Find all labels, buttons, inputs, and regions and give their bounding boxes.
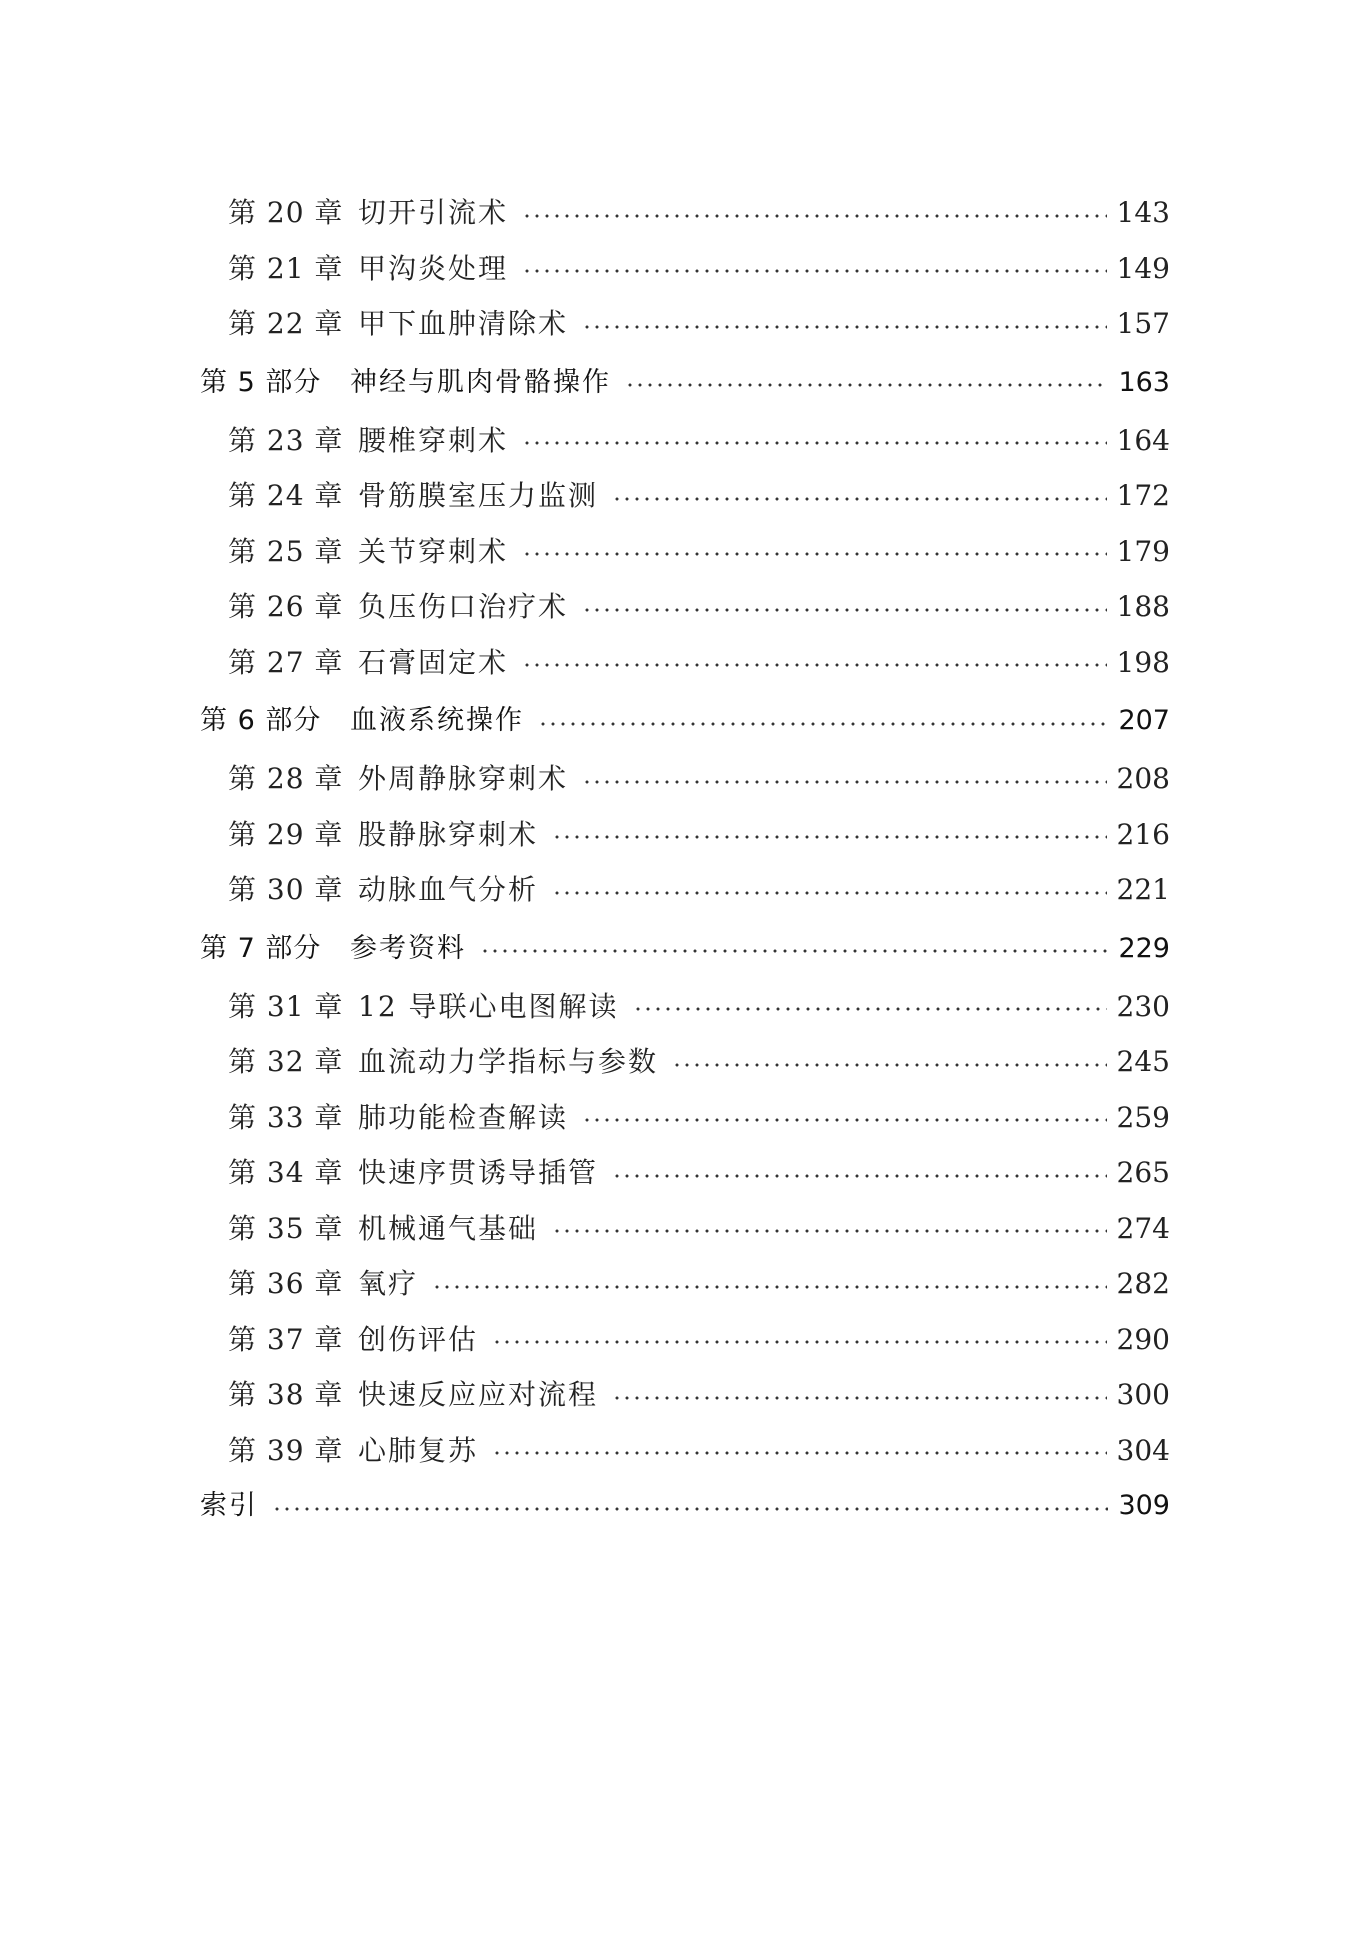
- dot-leader: [522, 214, 1107, 218]
- toc-index-row[interactable]: [200, 1478, 1170, 1534]
- toc-page-number: 157: [1116, 307, 1170, 340]
- dot-leader: [582, 325, 1107, 329]
- toc-entry-title: 氧疗: [358, 1267, 419, 1300]
- toc-entry-title: 12 导联心电图解读: [358, 989, 619, 1023]
- dot-leader: [522, 552, 1107, 556]
- toc-entry-title: 神经与肌肉骨骼操作: [350, 366, 611, 398]
- toc-page-number: 265: [1116, 1156, 1170, 1189]
- toc-page-number: 290: [1116, 1322, 1170, 1356]
- dot-leader: [582, 608, 1107, 612]
- toc-page-number: 179: [1116, 534, 1170, 568]
- toc-entry-number: 第 31 章: [228, 989, 344, 1023]
- toc-page-number: 282: [1116, 1267, 1170, 1300]
- toc-entry-number: 第 39 章: [228, 1433, 344, 1467]
- dot-leader: [625, 383, 1108, 387]
- toc-chapter-row[interactable]: [200, 413, 1170, 469]
- toc-page-number: 198: [1116, 645, 1170, 679]
- toc-page-number: 230: [1116, 989, 1170, 1023]
- dot-leader: [612, 497, 1107, 501]
- dot-leader: [538, 722, 1108, 726]
- toc-entry-number: 第 28 章: [228, 762, 344, 795]
- toc-entry-number: 第 33 章: [228, 1100, 344, 1134]
- toc-chapter-row[interactable]: [200, 1367, 1170, 1423]
- toc-chapter-row[interactable]: [200, 979, 1170, 1035]
- toc-chapter-row[interactable]: [200, 635, 1170, 691]
- dot-leader: [633, 1007, 1107, 1011]
- toc-entry-title: 腰椎穿刺术: [358, 423, 509, 457]
- dot-leader: [552, 1229, 1107, 1233]
- toc-page-number: 259: [1116, 1100, 1170, 1134]
- dot-leader: [522, 441, 1107, 445]
- toc-entry-title: 机械通气基础: [358, 1211, 539, 1245]
- toc-page-number: 164: [1116, 423, 1170, 457]
- toc-page-number: 229: [1118, 932, 1170, 964]
- toc-page-number: 221: [1116, 873, 1170, 906]
- toc-entry-number: 第 5 部分: [200, 366, 322, 398]
- toc-chapter-row[interactable]: [200, 807, 1170, 863]
- toc-entry-number: 第 24 章: [228, 479, 344, 512]
- toc-chapter-row[interactable]: [200, 1145, 1170, 1201]
- toc-chapter-row[interactable]: [200, 1034, 1170, 1090]
- toc-entry-number: 第 30 章: [228, 873, 344, 906]
- toc-chapter-row[interactable]: [200, 468, 1170, 524]
- table-of-contents: [200, 185, 1170, 1534]
- toc-chapter-row[interactable]: [200, 1201, 1170, 1257]
- dot-leader: [612, 1396, 1107, 1400]
- toc-entry-title: 甲下血肿清除术: [358, 307, 569, 340]
- toc-page-number: 274: [1116, 1211, 1170, 1245]
- toc-entry-title: 外周静脉穿刺术: [358, 762, 569, 795]
- toc-entry-number: 第 37 章: [228, 1322, 344, 1356]
- toc-entry-number: 第 22 章: [228, 307, 344, 340]
- toc-entry-title: 关节穿刺术: [358, 534, 509, 568]
- toc-entry-title: 索引: [200, 1490, 258, 1521]
- toc-entry-number: 第 36 章: [228, 1267, 344, 1300]
- dot-leader: [552, 835, 1107, 839]
- toc-entry-title: 血流动力学指标与参数: [358, 1045, 659, 1078]
- toc-entry-number: 第 7 部分: [200, 932, 322, 964]
- toc-page-number: 143: [1116, 196, 1170, 229]
- toc-page-number: 163: [1118, 366, 1170, 398]
- toc-entry-number: 第 20 章: [228, 196, 344, 229]
- dot-leader: [272, 1507, 1108, 1511]
- toc-entry-title: 心肺复苏: [358, 1433, 479, 1467]
- toc-page-number: 188: [1116, 590, 1170, 623]
- toc-entry-number: 第 26 章: [228, 590, 344, 623]
- toc-part-row[interactable]: [200, 690, 1170, 751]
- toc-entry-title: 甲沟炎处理: [358, 251, 509, 285]
- toc-chapter-row[interactable]: [200, 1423, 1170, 1479]
- toc-part-row[interactable]: [200, 918, 1170, 979]
- toc-entry-number: 第 6 部分: [200, 705, 322, 736]
- toc-entry-title: 骨筋膜室压力监测: [358, 479, 599, 512]
- toc-entry-number: 第 27 章: [228, 645, 344, 679]
- dot-leader: [522, 269, 1107, 273]
- dot-leader: [492, 1340, 1107, 1344]
- toc-chapter-row[interactable]: [200, 524, 1170, 580]
- toc-page-number: 172: [1116, 479, 1170, 512]
- toc-entry-title: 肺功能检查解读: [358, 1100, 569, 1134]
- toc-entry-title: 动脉血气分析: [358, 873, 539, 906]
- toc-chapter-row[interactable]: [200, 579, 1170, 635]
- toc-entry-number: 第 34 章: [228, 1156, 344, 1189]
- toc-entry-title: 快速序贯诱导插管: [358, 1156, 599, 1189]
- toc-chapter-row[interactable]: [200, 1256, 1170, 1312]
- toc-entry-number: 第 32 章: [228, 1045, 344, 1078]
- toc-entry-title: 快速反应应对流程: [358, 1378, 599, 1411]
- dot-leader: [582, 780, 1107, 784]
- toc-page-number: 304: [1116, 1433, 1170, 1467]
- toc-page-number: 245: [1116, 1045, 1170, 1078]
- toc-part-row[interactable]: [200, 352, 1170, 413]
- toc-entry-title: 石膏固定术: [358, 645, 509, 679]
- toc-page-number: 300: [1116, 1378, 1170, 1411]
- dot-leader: [552, 891, 1107, 895]
- toc-entry-number: 第 35 章: [228, 1211, 344, 1245]
- toc-chapter-row[interactable]: [200, 1312, 1170, 1368]
- toc-chapter-row[interactable]: [200, 185, 1170, 241]
- toc-entry-number: 第 23 章: [228, 423, 344, 457]
- dot-leader: [522, 663, 1107, 667]
- toc-entry-number: 第 21 章: [228, 251, 344, 285]
- toc-chapter-row[interactable]: [200, 241, 1170, 297]
- toc-chapter-row[interactable]: [200, 1090, 1170, 1146]
- dot-leader: [582, 1118, 1107, 1122]
- dot-leader: [432, 1285, 1107, 1289]
- toc-entry-title: 参考资料: [350, 932, 466, 964]
- toc-page-number: 216: [1116, 817, 1170, 851]
- toc-entry-title: 血液系统操作: [350, 705, 524, 736]
- toc-chapter-row[interactable]: [200, 296, 1170, 352]
- toc-chapter-row[interactable]: [200, 862, 1170, 918]
- dot-leader: [672, 1063, 1107, 1067]
- toc-chapter-row[interactable]: [200, 751, 1170, 807]
- toc-entry-title: 创伤评估: [358, 1322, 479, 1356]
- toc-page-number: 208: [1116, 762, 1170, 795]
- toc-entry-title: 股静脉穿刺术: [358, 817, 539, 851]
- dot-leader: [480, 949, 1108, 953]
- toc-entry-number: 第 25 章: [228, 534, 344, 568]
- toc-page-number: 149: [1116, 251, 1170, 285]
- toc-entry-title: 切开引流术: [358, 196, 509, 229]
- dot-leader: [492, 1451, 1107, 1455]
- dot-leader: [612, 1174, 1107, 1178]
- toc-entry-number: 第 29 章: [228, 817, 344, 851]
- toc-entry-number: 第 38 章: [228, 1378, 344, 1411]
- toc-page-number: 207: [1118, 705, 1170, 736]
- toc-page-number: 309: [1118, 1490, 1170, 1521]
- toc-entry-title: 负压伤口治疗术: [358, 590, 569, 623]
